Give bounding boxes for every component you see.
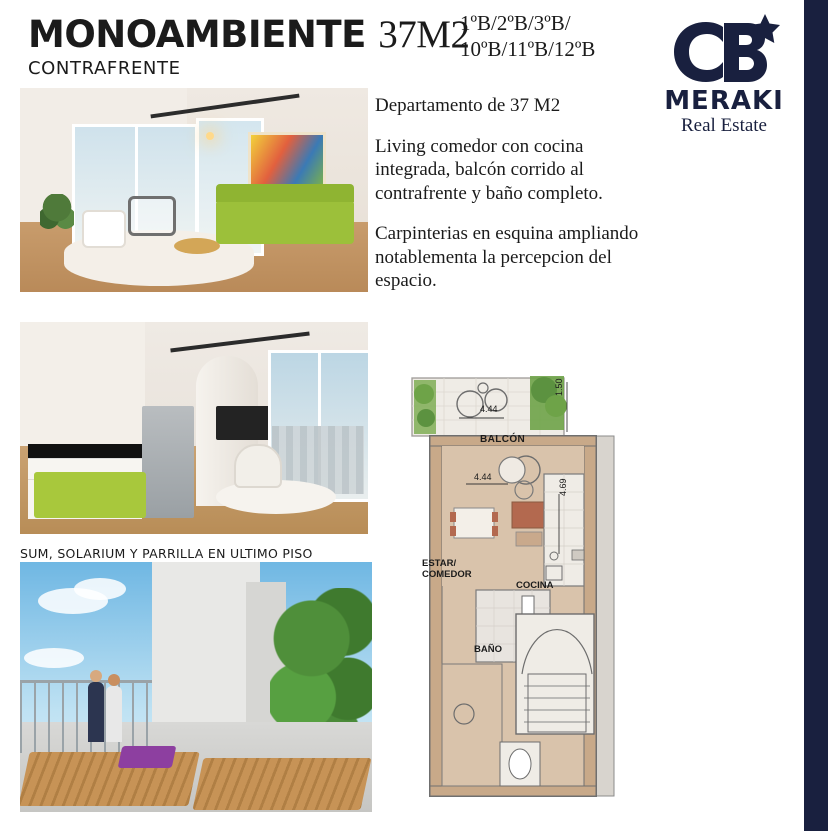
terrace-wall-main: [152, 562, 260, 748]
kitchen-television: [216, 406, 276, 440]
kitchen-counter: [28, 444, 142, 458]
terrace-railing: [20, 680, 152, 753]
living-coffee-table: [174, 238, 220, 254]
right-navy-stripe: [804, 0, 828, 831]
living-green-sofa: [216, 200, 354, 244]
description-paragraph-1: Departamento de 37 M2: [375, 95, 561, 116]
title-main: MONOAMBIENTE: [28, 13, 366, 56]
unit-list-line-2: 10ºB/11ºB/12ºB: [460, 37, 596, 61]
kitchen-green-rug: [34, 472, 146, 518]
description-block: [375, 94, 640, 310]
terrace-person-2: [106, 686, 122, 742]
living-armchair: [128, 196, 176, 236]
dimension-estar-width: 4.44: [474, 472, 492, 482]
room-label-bano: BAÑO: [474, 644, 502, 655]
terrace-person-1: [88, 682, 104, 742]
room-label-estar-line2: COMEDOR: [422, 569, 472, 580]
page-title: [28, 13, 470, 79]
title-area: 37M2: [378, 13, 470, 56]
description-paragraph-3: Carpinterias en esquina ampliando notablementa la percepcion del espacio.: [375, 223, 639, 291]
room-label-cocina: COCINA: [516, 580, 554, 591]
living-side-chair: [82, 210, 126, 248]
dimension-estar-depth: 4.69: [558, 478, 568, 496]
room-label-estar: [422, 558, 472, 580]
photo-terrace: [20, 562, 372, 812]
terrace-cloud-2: [74, 578, 126, 600]
dimension-balcon-depth: 1.50: [554, 378, 564, 396]
title-subtitle: CONTRAFRENTE: [28, 58, 181, 79]
terrace-caption: SUM, SOLARIUM Y PARRILLA EN ULTIMO PISO: [20, 546, 313, 561]
terrace-cloud-3: [24, 648, 84, 668]
brand-logo: [654, 14, 794, 137]
terrace-lounger-2: [192, 758, 371, 810]
photo-living-room: [20, 88, 368, 292]
living-lamp-glow: [206, 132, 214, 140]
kitchen-dining-chair: [234, 444, 282, 488]
living-artwork: [248, 132, 326, 190]
description-paragraph-2: Living comedor con cocina integrada, balcón corrido al contrafrente y baño completo.: [375, 135, 603, 204]
unit-list-line-1: 1ºB/2ºB/3ºB/: [460, 11, 571, 35]
cb-monogram-star-icon: [654, 14, 794, 88]
terrace-towel: [118, 746, 177, 768]
unit-list: [460, 10, 595, 62]
room-label-estar-line1: ESTAR/: [422, 558, 457, 569]
logo-tagline: Real Estate: [681, 115, 767, 136]
logo-name: MERAKI: [664, 86, 784, 116]
room-label-balcon: BALCÓN: [480, 434, 526, 445]
dimension-balcon-width: 4.44: [480, 404, 498, 414]
photo-kitchen: [20, 322, 368, 534]
kitchen-fridge: [142, 406, 194, 518]
living-plant: [40, 194, 74, 238]
floorplan: [404, 374, 620, 814]
title-main-line: [28, 13, 470, 56]
